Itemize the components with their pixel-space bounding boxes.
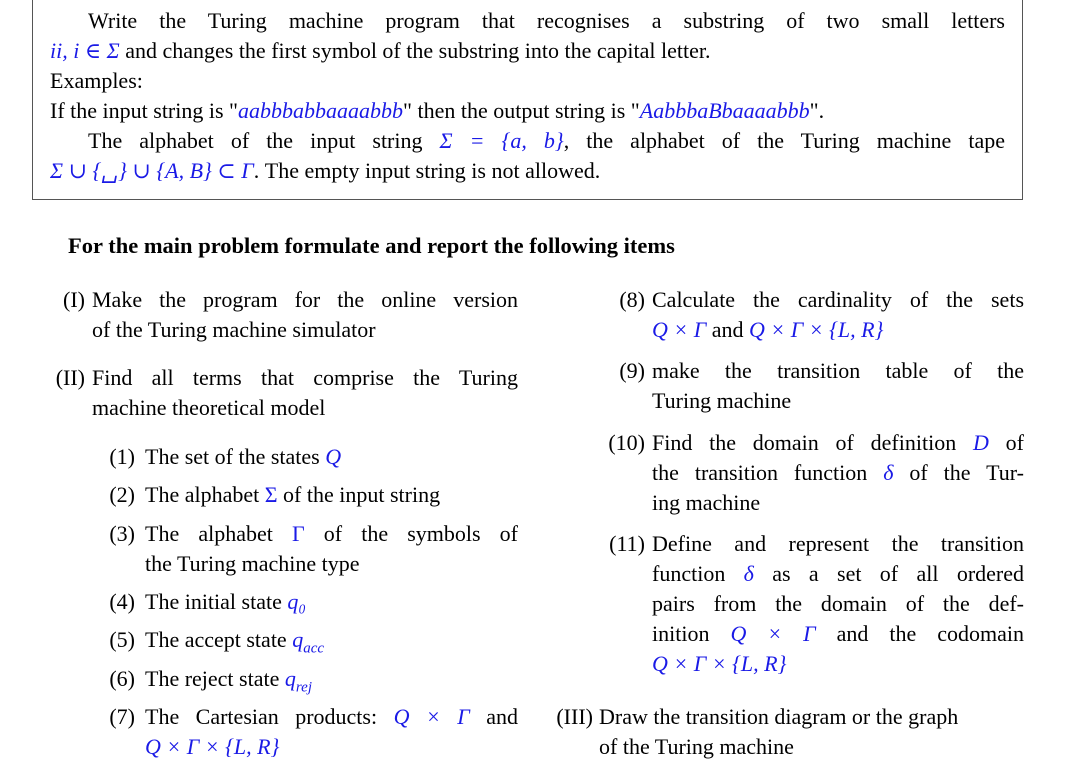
alphabet-text-3: . The empty input string is not allowed. — [253, 158, 601, 183]
sub-1-label: The set of the states — [145, 444, 326, 469]
item-III-number: (III) — [556, 704, 593, 729]
math-Q-Gamma-LR: Q × Γ × {L, R} — [749, 317, 884, 342]
alphabet-line-2 — [50, 156, 1005, 186]
math-ii-in-sigma: ii, i ∈ Σ — [50, 38, 120, 63]
item-11-line-1: Define and represent the transition — [652, 531, 1024, 556]
section-heading: For the main problem formulate and report the following items — [68, 233, 675, 258]
item-11-text-a: function — [652, 561, 744, 586]
sub-1-text — [145, 442, 341, 472]
item-9-number: (9) — [619, 358, 645, 383]
math-q0: q₀ — [287, 589, 307, 614]
item-III-line-2: of the Turing machine — [599, 734, 794, 759]
item-10-line-2 — [652, 458, 1024, 488]
sub-7-label: The Cartesian products: — [145, 704, 394, 729]
item-10-line-3: ing machine — [652, 490, 761, 515]
item-9-line-1: make the transition table of the — [652, 358, 1024, 383]
example-line — [50, 96, 1005, 126]
examples-label: Examples: — [50, 68, 143, 93]
item-8-number: (8) — [619, 287, 645, 312]
sub-3-line-1 — [145, 519, 518, 549]
example-mid: " then the output string is " — [403, 98, 640, 123]
item-10-text-b: of — [988, 430, 1024, 455]
item-II-line-2: machine theoretical model — [92, 395, 326, 420]
math-gamma-subset: Σ ∪ {␣} ∪ {A, B} ⊂ Γ — [50, 158, 254, 183]
math-Q-times-Gamma: Q × Γ — [393, 704, 470, 729]
sub-5-text — [145, 625, 324, 663]
item-I-line-1: Make the program for the online version — [92, 287, 518, 312]
item-8-line-1: Calculate the cardinality of the sets — [652, 287, 1024, 312]
sub-2-text — [145, 480, 440, 510]
item-II-number: (II) — [55, 365, 85, 390]
item-8-and: and — [706, 317, 750, 342]
alphabet-text-2: , the alphabet of the Turing machine tape — [563, 128, 1005, 153]
math-sigma: Σ — [264, 482, 278, 507]
sub-5-number: (5) — [109, 627, 135, 652]
sub-7-and: and — [469, 704, 518, 729]
problem-line-1: Write the Turing machine program that recognises a substring of two small letters — [88, 8, 1005, 33]
example-prefix: If the input string is " — [50, 98, 239, 123]
item-11-number: (11) — [609, 531, 645, 556]
sub-3-label-a: The alphabet — [145, 521, 292, 546]
math-q: q — [284, 666, 296, 691]
item-11-text-c: inition — [652, 621, 731, 646]
item-11-line-2 — [652, 559, 1024, 589]
sub-4-text — [145, 587, 306, 617]
example-output-string: AabbbaBbaaaabbb — [639, 98, 810, 123]
item-11-text-d: and the codomain — [815, 621, 1024, 646]
example-input-string: aabbbabbaaaabbb — [238, 98, 404, 123]
math-sigma-set: Σ = {a, b} — [439, 128, 564, 153]
item-III-line-1: Draw the transition diagram or the graph — [599, 704, 959, 729]
item-9-line-2: Turing machine — [652, 388, 792, 413]
sub-6-number: (6) — [109, 666, 135, 691]
sub-6-text — [145, 664, 312, 702]
item-I-line-2: of the Turing machine simulator — [92, 317, 376, 342]
math-Q-times-Gamma: Q × Γ — [652, 317, 707, 342]
math-Q-Gamma-LR: Q × Γ × {L, R} — [145, 734, 280, 759]
sub-7-number: (7) — [109, 704, 135, 729]
math-D: D — [973, 430, 989, 455]
sub-4-number: (4) — [109, 589, 135, 614]
item-11-line-4 — [652, 619, 1024, 649]
math-rej-subscript: rej — [295, 679, 312, 696]
problem-line-2 — [50, 36, 1005, 66]
item-10-line-1 — [652, 428, 1024, 458]
sub-3-line-2: the Turing machine type — [145, 551, 360, 576]
sub-4-label: The initial state — [145, 589, 288, 614]
math-Q-times-Gamma: Q × Γ — [730, 621, 816, 646]
item-11-line-3: pairs from the domain of the def- — [652, 591, 1024, 616]
math-Q: Q — [325, 444, 342, 469]
item-8-line-2 — [652, 315, 883, 345]
math-q: q — [292, 627, 304, 652]
math-Q-Gamma-LR: Q × Γ × {L, R} — [652, 651, 787, 676]
math-delta: δ — [883, 460, 894, 485]
item-II-line-1: Find all terms that comprise the Turing — [92, 365, 518, 390]
item-10-text-c: the transition function — [652, 460, 884, 485]
item-11-text-b: as a set of all ordered — [753, 561, 1024, 586]
math-delta: δ — [743, 561, 754, 586]
sub-3-label-b: of the symbols of — [304, 521, 518, 546]
item-10-text-d: of the Tur- — [893, 460, 1024, 485]
math-gamma: Γ — [291, 521, 305, 546]
example-suffix: ". — [809, 98, 825, 123]
sub-5-label: The accept state — [145, 627, 293, 652]
sub-1-number: (1) — [109, 444, 135, 469]
sub-2-label-a: The alphabet — [145, 482, 265, 507]
math-acc-subscript: acc — [303, 640, 325, 657]
sub-7-line-1 — [145, 702, 518, 732]
sub-2-number: (2) — [109, 482, 135, 507]
alphabet-text-1: The alphabet of the input string — [88, 128, 440, 153]
item-I-number: (I) — [63, 287, 85, 312]
sub-6-label: The reject state — [145, 666, 285, 691]
item-10-text-a: Find the domain of definition — [652, 430, 973, 455]
problem-line-2-text: and changes the first symbol of the substring into the capital letter. — [119, 38, 711, 63]
alphabet-line-1 — [88, 126, 1005, 156]
item-10-number: (10) — [608, 430, 645, 455]
sub-3-number: (3) — [109, 521, 135, 546]
sub-2-label-b: of the input string — [277, 482, 441, 507]
